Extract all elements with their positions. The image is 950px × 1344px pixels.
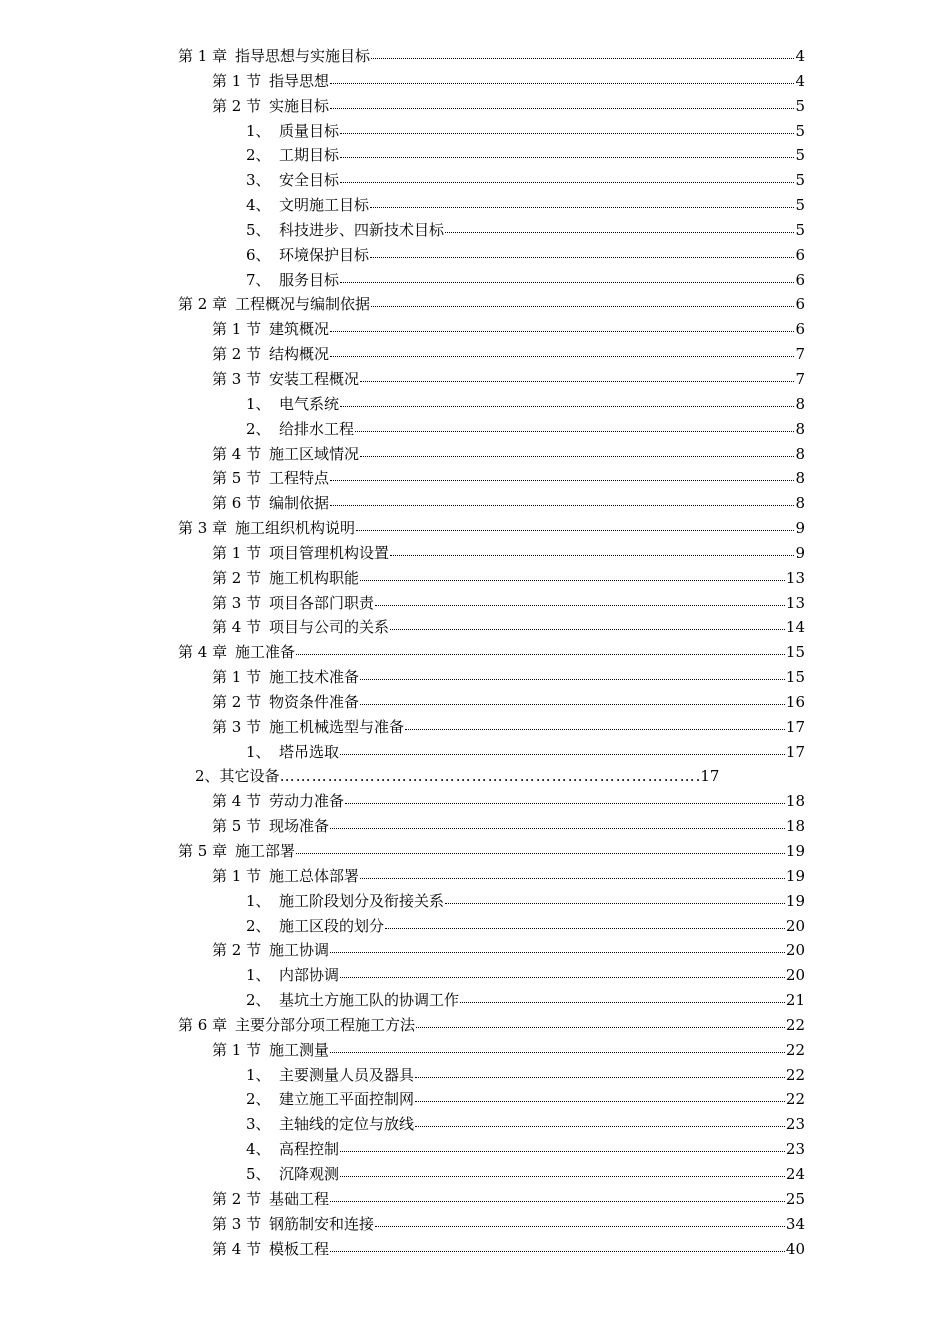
toc-entry-leader [445, 902, 785, 904]
toc-entry-leader [330, 330, 794, 332]
toc-entry[interactable] [0, 715, 950, 740]
toc-entry-leader [340, 1175, 785, 1177]
toc-entry-number: 1、 [246, 966, 271, 985]
toc-entry-page: 20 [785, 916, 805, 935]
toc-entry[interactable] [0, 640, 950, 665]
toc-entry-leader [371, 57, 794, 59]
toc-entry-number: 第 1 节 [212, 866, 262, 885]
toc-entry-title: 环境保护目标 [279, 245, 370, 264]
toc-entry-title: 施工测量 [269, 1040, 330, 1059]
toc-entry-leader [360, 380, 794, 382]
toc-entry-number: 2、 [246, 991, 271, 1010]
toc-entry-leader [390, 554, 794, 556]
toc-entry-title: 施工区域情况 [269, 444, 360, 463]
toc-entry-page: 7 [795, 369, 805, 388]
toc-entry-number: 1、 [246, 121, 271, 140]
toc-entry[interactable] [0, 566, 950, 591]
toc-entry-leader [360, 455, 794, 457]
toc-entry-number: 第 1 节 [212, 320, 262, 339]
toc-entry[interactable] [0, 665, 950, 690]
toc-entry-leader [355, 430, 794, 432]
toc-entry-title: 基坑土方施工队的协调工作 [279, 991, 460, 1010]
toc-entry-leader [415, 1100, 785, 1102]
toc-entry-leader [330, 107, 794, 109]
toc-entry-number: 4、 [246, 196, 271, 215]
toc-entry-number: 第 3 章 [178, 519, 228, 538]
toc-entry-number: 第 3 节 [212, 717, 262, 736]
toc-entry-leader [416, 1026, 785, 1028]
toc-entry-title: 物资条件准备 [269, 692, 360, 711]
toc-entry-title: 编制依据 [269, 494, 330, 513]
toc-entry[interactable] [0, 442, 950, 467]
toc-entry-page: 8 [795, 469, 805, 488]
toc-entry-page: 5 [795, 196, 805, 215]
toc-entry-leader [330, 1250, 785, 1252]
toc-entry[interactable] [0, 292, 950, 317]
toc-entry-number: 第 2 节 [212, 568, 262, 587]
toc-entry-title: 文明施工目标 [279, 196, 370, 215]
toc-entry-leader [330, 1051, 785, 1053]
toc-entry-number: 4、 [246, 1140, 271, 1159]
toc-entry-title: 施工总体部署 [269, 866, 360, 885]
toc-entry-leader [356, 529, 794, 531]
toc-entry-leader [340, 181, 794, 183]
toc-entry-leader [330, 82, 794, 84]
toc-entry-title: 指导思想 [269, 71, 330, 90]
toc-entry-page: 8 [795, 494, 805, 513]
toc-entry-title: 建立施工平面控制网 [279, 1090, 415, 1109]
toc-entry-leader [296, 852, 785, 854]
toc-entry-page: 15 [785, 668, 805, 687]
toc-entry-number: 第 2 节 [212, 96, 262, 115]
toc-entry-page: 13 [785, 568, 805, 587]
toc-entry-title: 质量目标 [279, 121, 340, 140]
toc-entry[interactable] [0, 963, 950, 988]
toc-entry-number: 第 5 章 [178, 842, 228, 860]
toc-entry-page: 22 [785, 1015, 805, 1034]
toc-entry[interactable] [0, 317, 950, 342]
toc-entry-title: 施工部署 [235, 842, 296, 860]
toc-entry-leader [330, 479, 794, 481]
toc-entry-title: 工程特点 [269, 469, 330, 488]
toc-entry[interactable] [0, 690, 950, 715]
toc-entry-page: 20 [785, 941, 805, 960]
toc-entry-number: 第 2 节 [212, 345, 262, 364]
toc-entry-page: 8 [795, 394, 805, 413]
toc-entry-title: 模板工程 [269, 1239, 330, 1258]
toc-entry-number: 第 2 节 [212, 692, 262, 711]
toc-entry-title: 科技进步、四新技术目标 [279, 220, 445, 239]
toc-entry-number: 第 1 节 [212, 668, 262, 687]
toc-entry-leader [340, 132, 794, 134]
toc-entry[interactable] [0, 889, 950, 914]
toc-entry-leader [415, 1076, 785, 1078]
toc-entry-number: 第 4 节 [212, 792, 262, 811]
toc-entry-number: 第 2 章 [178, 295, 228, 314]
toc-entry[interactable] [0, 938, 950, 963]
toc-entry-page: 13 [785, 593, 805, 612]
toc-entry[interactable] [0, 740, 950, 765]
toc-entry-page: 40 [785, 1239, 805, 1258]
toc-entry[interactable] [0, 1087, 950, 1112]
toc-entry-number: 第 4 章 [178, 643, 228, 662]
toc-entry-number: 2、 [246, 146, 271, 165]
toc-entry-page: 23 [785, 1115, 805, 1134]
toc-entry-title: 施工机构职能 [269, 568, 360, 587]
toc-entry-leader [415, 1125, 785, 1127]
toc-entry-leader [370, 256, 794, 258]
toc-entry-leader [360, 877, 785, 879]
toc-entry-number: 7、 [246, 270, 271, 289]
toc-entry-page: 5 [795, 220, 805, 239]
toc-entry-page: .17 [695, 767, 720, 786]
toc-entry-leader [360, 678, 785, 680]
toc-entry-title: 内部协调 [279, 966, 340, 985]
toc-entry[interactable] [0, 193, 950, 218]
toc-entry-title: 施工准备 [235, 643, 296, 662]
toc-entry-number: 第 2 节 [212, 941, 262, 960]
toc-entry-leader [340, 281, 794, 283]
toc-entry-title: 指导思想与实施目标 [235, 47, 371, 65]
toc-entry-page: 6 [795, 320, 805, 339]
toc-entry[interactable] [0, 1212, 950, 1237]
toc-entry-page: 22 [785, 1090, 805, 1109]
toc-entry-number: 6、 [246, 245, 271, 264]
toc-entry-title: 工期目标 [279, 146, 340, 165]
toc-entry[interactable] [0, 1237, 950, 1262]
toc-entry[interactable] [0, 789, 950, 814]
toc-entry[interactable] [0, 69, 950, 94]
toc-entry-number: 第 6 节 [212, 494, 262, 513]
toc-entry-number: 第 4 节 [212, 1239, 262, 1258]
toc-entry-leader [345, 802, 785, 804]
toc-entry-page: 4 [795, 47, 805, 65]
toc-entry-leader [360, 703, 785, 705]
toc-entry[interactable] [0, 615, 950, 640]
toc-entry-leader [375, 1225, 785, 1227]
toc-entry[interactable] [0, 1013, 950, 1038]
toc-entry-leader [340, 405, 794, 407]
toc-entry-leader [340, 156, 794, 158]
toc-entry-title: 项目与公司的关系 [269, 618, 390, 637]
toc-entry-leader [360, 579, 785, 581]
toc-entry[interactable] [0, 1187, 950, 1212]
toc-entry-number: 5、 [246, 1164, 271, 1183]
toc-entry-leader [340, 1150, 785, 1152]
toc-entry[interactable] [0, 143, 950, 168]
toc-entry-title: 塔吊选取 [279, 742, 340, 761]
toc-entry-page: 20 [785, 966, 805, 985]
toc-entry-page: 5 [795, 96, 805, 115]
toc-entry[interactable] [0, 119, 950, 144]
toc-entry-leader [296, 653, 785, 655]
toc-entry[interactable] [0, 342, 950, 367]
toc-entry[interactable] [0, 1137, 950, 1162]
toc-entry[interactable] [0, 516, 950, 541]
toc-entry-page: 17 [785, 742, 805, 761]
toc-entry-number: 1、 [246, 891, 271, 910]
toc-entry-title: 施工技术准备 [269, 668, 360, 687]
toc-entry[interactable] [0, 541, 950, 566]
toc-entry[interactable] [0, 218, 950, 243]
toc-entry-leader [371, 305, 794, 307]
toc-entry-title: 安全目标 [279, 171, 340, 190]
toc-entry-leader [375, 604, 785, 606]
toc-entry-leader [330, 355, 794, 357]
toc-entry-page: 4 [795, 71, 805, 90]
toc-entry-page: 8 [795, 444, 805, 463]
toc-entry-title: 建筑概况 [269, 320, 330, 339]
toc-entry-title: 项目各部门职责 [269, 593, 375, 612]
toc-entry-page: 22 [785, 1040, 805, 1059]
table-of-contents [0, 44, 950, 1261]
toc-entry-page: 15 [785, 643, 805, 662]
toc-entry-page: 5 [795, 171, 805, 190]
toc-entry[interactable] [0, 914, 950, 939]
toc-entry-title: 施工阶段划分及衔接关系 [279, 891, 445, 910]
toc-entry-page: 17 [785, 717, 805, 736]
toc-entry-number: 第 1 章 [178, 47, 228, 65]
toc-entry-page: 34 [785, 1214, 805, 1233]
toc-entry-page: 6 [795, 295, 805, 314]
toc-entry-leader [445, 231, 794, 233]
toc-entry-number: 2、 [246, 1090, 271, 1109]
toc-entry-leader [330, 827, 785, 829]
toc-entry-leader [330, 1200, 785, 1202]
toc-entry[interactable] [0, 988, 950, 1013]
toc-entry-page: 18 [785, 817, 805, 836]
toc-entry[interactable] [0, 44, 950, 69]
toc-entry-number: 第 1 节 [212, 543, 262, 562]
toc-entry-title: 高程控制 [279, 1140, 340, 1159]
toc-entry[interactable] [0, 1162, 950, 1187]
toc-entry-page: 6 [795, 270, 805, 289]
toc-entry-title: 主要测量人员及器具 [279, 1065, 415, 1084]
toc-entry-number: 第 6 章 [178, 1015, 228, 1034]
toc-entry-number: 2、 [195, 767, 220, 786]
toc-entry-title: 钢筋制安和连接 [269, 1214, 375, 1233]
toc-entry-page: 19 [785, 866, 805, 885]
toc-entry-number: 5、 [246, 220, 271, 239]
toc-entry-number: 第 4 节 [212, 444, 262, 463]
toc-entry-page: 6 [795, 245, 805, 264]
toc-entry-page: 5 [795, 146, 805, 165]
toc-entry-number: 第 3 节 [212, 593, 262, 612]
toc-entry-page: 18 [785, 792, 805, 811]
toc-entry[interactable] [0, 814, 950, 839]
toc-entry-number: 第 1 节 [212, 71, 262, 90]
toc-entry-page: 16 [785, 692, 805, 711]
toc-entry-page: 25 [785, 1189, 805, 1208]
toc-entry[interactable] [0, 466, 950, 491]
toc-entry-title: 主轴线的定位与放线 [279, 1115, 415, 1134]
toc-entry-title: 实施目标 [269, 96, 330, 115]
toc-entry[interactable] [0, 839, 950, 864]
toc-entry-page: 22 [785, 1065, 805, 1084]
toc-entry-leader [405, 728, 785, 730]
toc-entry-page: 5 [795, 121, 805, 140]
toc-entry-page: 9 [795, 543, 805, 562]
toc-entry[interactable] [0, 367, 950, 392]
toc-entry-title: 施工机械选型与准备 [269, 717, 405, 736]
toc-entry-title: 基础工程 [269, 1189, 330, 1208]
toc-entry-page: 19 [785, 842, 805, 860]
toc-entry[interactable] [0, 1112, 950, 1137]
toc-entry-title: 沉降观测 [279, 1164, 340, 1183]
toc-entry-number: 1、 [246, 1065, 271, 1084]
toc-entry-page: 24 [785, 1164, 805, 1183]
toc-entry[interactable] [0, 243, 950, 268]
toc-entry-page: 7 [795, 345, 805, 364]
toc-entry-title: 给排水工程 [279, 419, 355, 438]
toc-entry-number: 1、 [246, 742, 271, 761]
toc-entry-title: 其它设备 [219, 767, 280, 786]
toc-entry-number: 2、 [246, 916, 271, 935]
toc-entry-leader [390, 628, 785, 630]
toc-entry-leader [340, 753, 785, 755]
toc-entry[interactable] [0, 392, 950, 417]
toc-entry-leader [460, 1001, 785, 1003]
toc-entry-title: 现场准备 [269, 817, 330, 836]
toc-entry[interactable] [0, 491, 950, 516]
toc-entry-title: 安装工程概况 [269, 369, 360, 388]
toc-entry-number: 第 2 节 [212, 1189, 262, 1208]
toc-entry-number: 第 4 节 [212, 618, 262, 637]
toc-entry[interactable] [0, 1063, 950, 1088]
toc-entry-page: 23 [785, 1140, 805, 1159]
toc-entry[interactable] [0, 94, 950, 119]
toc-entry-title: 施工区段的划分 [279, 916, 385, 935]
toc-entry-number: 第 5 节 [212, 817, 262, 836]
toc-entry-title: 项目管理机构设置 [269, 543, 390, 562]
toc-entry-title: 主要分部分项工程施工方法 [235, 1015, 416, 1034]
toc-entry-number: 2、 [246, 419, 271, 438]
toc-entry-number: 第 3 节 [212, 369, 262, 388]
toc-entry-number: 第 5 节 [212, 469, 262, 488]
toc-entry-title: 工程概况与编制依据 [235, 295, 371, 314]
toc-entry-leader [330, 504, 794, 506]
toc-entry-number: 第 3 节 [212, 1214, 262, 1233]
toc-entry-title: 劳动力准备 [269, 792, 345, 811]
toc-entry-leader [340, 976, 785, 978]
toc-entry[interactable] [0, 591, 950, 616]
toc-entry-page: 19 [785, 891, 805, 910]
toc-entry-number: 第 1 节 [212, 1040, 262, 1059]
toc-entry-page: 14 [785, 618, 805, 637]
toc-entry-leader [385, 927, 785, 929]
toc-entry[interactable] [0, 864, 950, 889]
toc-entry-page: 8 [795, 419, 805, 438]
toc-entry[interactable] [0, 168, 950, 193]
toc-entry-number: 3、 [246, 171, 271, 190]
toc-entry-title: 施工组织机构说明 [235, 519, 356, 538]
toc-entry[interactable] [0, 268, 950, 293]
toc-entry-title: 施工协调 [269, 941, 330, 960]
toc-entry[interactable] [0, 764, 950, 789]
toc-entry[interactable] [0, 417, 950, 442]
toc-entry-leader [330, 951, 785, 953]
toc-entry-page: 21 [785, 991, 805, 1010]
toc-entry-number: 3、 [246, 1115, 271, 1134]
toc-entry-title: 服务目标 [279, 270, 340, 289]
toc-entry[interactable] [0, 1038, 950, 1063]
toc-entry-leader: …………………………………………………………………… [279, 767, 696, 786]
toc-entry-leader [370, 206, 794, 208]
toc-entry-title: 结构概况 [269, 345, 330, 364]
toc-entry-page: 9 [795, 519, 805, 538]
toc-entry-number: 1、 [246, 394, 271, 413]
toc-entry-title: 电气系统 [279, 394, 340, 413]
